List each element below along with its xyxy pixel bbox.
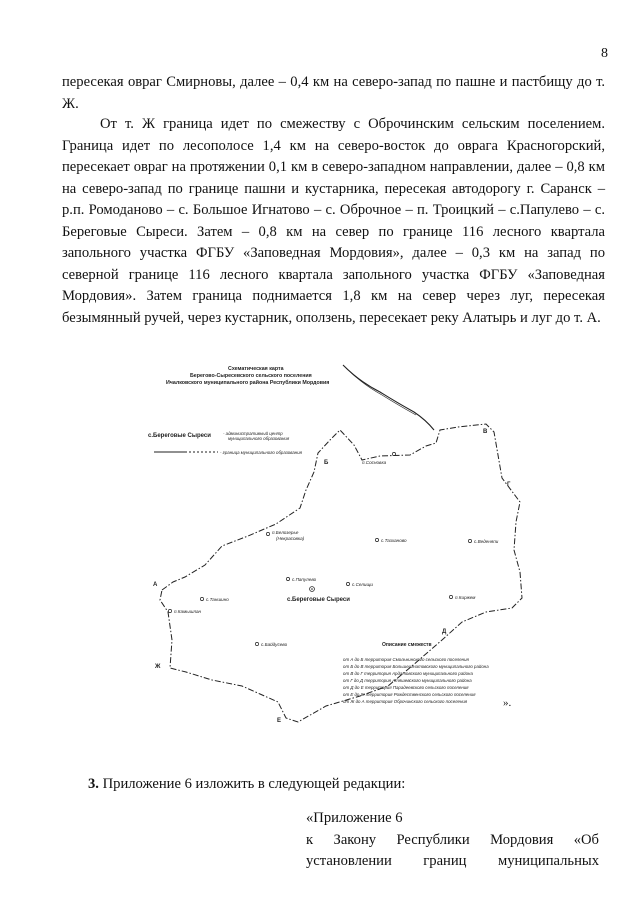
legend-center-desc-1: - административный центр	[223, 431, 283, 436]
page-number: 8	[601, 46, 608, 61]
river-line	[343, 365, 434, 430]
appendix-line-3: установлении границ муниципальных	[306, 853, 599, 869]
map-title-line-2: Берегово-Сыресевского сельского поселения	[190, 373, 312, 379]
appendix-header	[306, 808, 599, 873]
map-title-line-1: Схематическая карта	[228, 366, 284, 372]
point-zh: Ж	[155, 664, 161, 670]
point-b: Б	[324, 460, 329, 466]
adjacency-item: от Ж до А территория Оброчинского сельского поселения	[343, 699, 468, 704]
svg-text:п.Сосновка: п.Сосновка	[362, 460, 387, 465]
svg-text:с.Тазханово: с.Тазханово	[381, 538, 407, 543]
adjacency-item: от Е до Ж территория Рождественского сельского поселения	[343, 692, 476, 697]
adjacency-title: Описание смежеств	[382, 642, 432, 648]
river-bank	[346, 368, 416, 415]
settlement-sosnovka	[362, 452, 396, 465]
svg-text:п.Белозерье: п.Белозерье	[272, 530, 299, 535]
point-a: А	[153, 582, 158, 588]
point-e: Е	[277, 718, 282, 724]
point-d: Д	[442, 629, 447, 635]
adjacency-item: от В до Г территория Ардатовского муниципального района	[343, 671, 473, 676]
svg-text:с.Береговые Сыреси: с.Береговые Сыреси	[287, 597, 350, 603]
point-g: Г	[507, 482, 511, 488]
section-3	[88, 776, 405, 793]
settlement-kirzhem	[449, 595, 476, 600]
adjacency-item: от Г до Д территория Атяшевского муниципального района	[343, 678, 472, 683]
appendix-line-1: «Приложение 6	[306, 810, 403, 826]
map-title-line-3: Ичалковского муниципального района Республики Мордовия	[166, 380, 330, 386]
legend-center-label: с.Береговые Сыреси	[148, 433, 211, 439]
settlement-tanshino	[200, 597, 229, 602]
legend-center-desc-2: муниципального образования	[228, 436, 290, 441]
svg-text:с.Папулево: с.Папулево	[292, 577, 317, 582]
settlement-tazhanovo	[375, 538, 407, 543]
svg-text:(Некрасовка): (Некрасовка)	[276, 536, 305, 541]
section-3-number: 3.	[88, 776, 99, 792]
settlement-kamyshlay	[168, 609, 201, 614]
svg-text:п.Камышлан: п.Камышлан	[174, 609, 202, 614]
svg-text:п.Киржем: п.Киржем	[455, 595, 476, 600]
adjacency-item: от Д до Е территория Парадеевского сельского поселения	[343, 685, 469, 690]
settlement-selishche	[346, 582, 373, 587]
adjacency-item: от Б до В территория Большеигнатовского муниципального района	[343, 664, 489, 669]
settlement-baydusevo	[255, 641, 287, 647]
section-3-text: Приложение 6 изложить в следующей редакции:	[98, 776, 406, 792]
adjacency-item: от А до Б территория Смольнинского сельского поселения	[343, 657, 469, 662]
appendix-line-2: к Закону Республики Мордовия «Об	[306, 831, 599, 848]
svg-text:с.Таншино: с.Таншино	[206, 597, 229, 602]
settlement-papulevo	[286, 577, 316, 582]
svg-text:с.Селищи: с.Селищи	[352, 582, 373, 587]
svg-text:с.Веденяпи: с.Веденяпи	[474, 539, 499, 544]
paragraph-continuation: пересекая овраг Смирновы, далее – 0,4 км на северо-запад по пашне и пастбищу до т. Ж.	[62, 74, 605, 112]
settlement-belozerye	[266, 530, 304, 541]
settlement-vedenyapino	[468, 539, 498, 544]
closing-quote: ».	[503, 697, 512, 709]
point-v: В	[483, 429, 488, 435]
svg-text:с.Байдусево: с.Байдусево	[261, 642, 288, 647]
paragraph-boundary-description: От т. Ж граница идет по смежеству с Оброчинским сельским поселением. Граница идет по лесополосе 1,4 км на северо-восток до оврага Красногорский, пересекает овраг на протяжении 0,1 км в северо-западном направлении, далее – 0,8 км на северо-запад по границе пашни и кустарника, пересекая автодорогу г. Саранск – р.п. Ромоданово – с. Большое Игнатово – с. Оброчное – п. Троицкий – с.Папулево – с. Береговые Сыреси. Затем – 0,8 км на север по границе 116 лесного квартала запольного участка ФГБУ «Заповедная Мордовия», далее – 0,3 км на запад по северной границе 116 лесного квартала запольного участка ФГБУ «Заповедная Мордовия». Затем граница поднимается 1,8 км на север через луг, пересекая безымянный ручей, через кустарник, оползень, пересекает реку Алатырь и луг до т. А.	[62, 116, 605, 326]
settlement-center	[287, 587, 350, 603]
legend-border-desc: - граница муниципального образования	[220, 450, 302, 455]
schematic-map	[140, 350, 530, 745]
